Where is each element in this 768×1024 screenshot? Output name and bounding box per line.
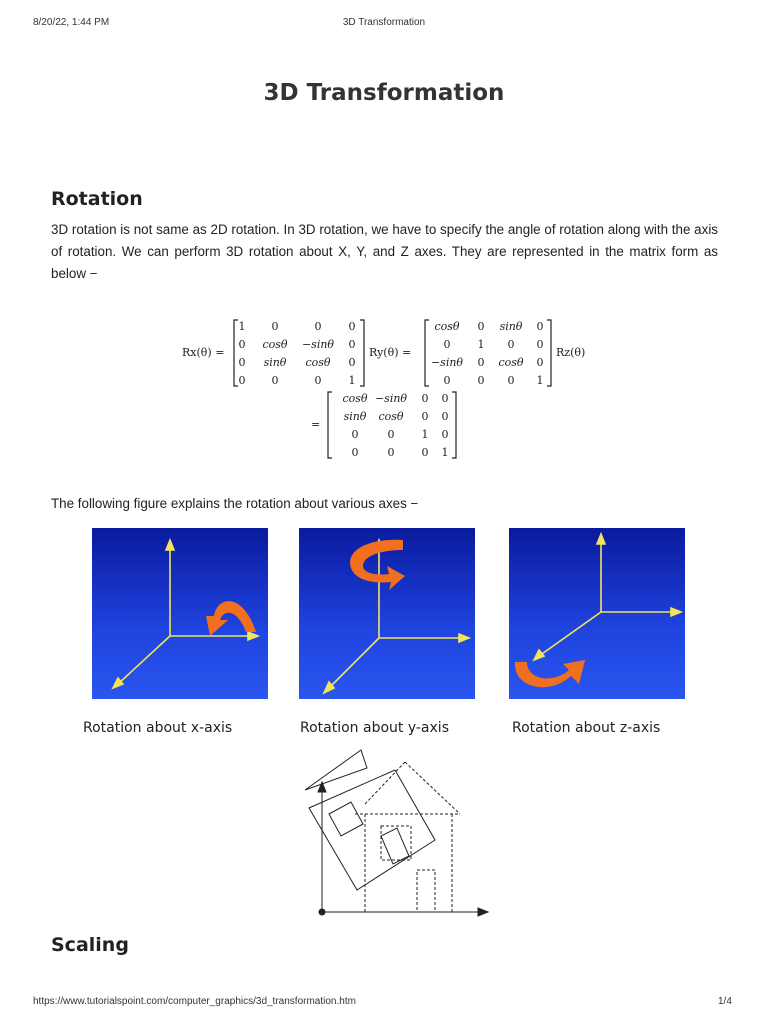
- rz-label: Rz(θ): [556, 346, 586, 359]
- ry-matrix-cell: 1: [536, 374, 544, 387]
- ry-matrix-cell: 0: [536, 356, 544, 369]
- rz-matrix-cell: 0: [441, 392, 449, 405]
- footer-url[interactable]: https://www.tutorialspoint.com/computer_graphics/3d_transformation.htm: [33, 996, 356, 1007]
- rx-matrix-cell: 0: [238, 338, 246, 351]
- ry-matrix-cell: 0: [507, 338, 515, 351]
- rotation-arrow-icon: [206, 601, 256, 636]
- ry-matrix-cell: sinθ: [499, 320, 523, 333]
- ry-matrix-cell: 0: [477, 320, 485, 333]
- rx-matrix-cell: 0: [348, 356, 356, 369]
- ry-matrix-cell: cosθ: [434, 320, 460, 333]
- ry-matrix-cell: −sinθ: [430, 356, 464, 369]
- print-doc-title: 3D Transformation: [342, 17, 426, 28]
- rz-matrix-cell: 1: [441, 446, 449, 459]
- rx-matrix-cell: 0: [314, 374, 322, 387]
- ry-matrix-cell: 0: [536, 338, 544, 351]
- rx-matrix-cell: 0: [314, 320, 322, 333]
- rx-matrix-cell: 0: [348, 320, 356, 333]
- equals-sign: =: [311, 418, 321, 431]
- caption-x-axis: Rotation about x-axis: [83, 720, 233, 736]
- rz-matrix-cell: 0: [387, 428, 395, 441]
- rz-matrix-cell: 0: [441, 410, 449, 423]
- rz-matrix-cell: 0: [421, 410, 429, 423]
- ry-matrix-cell: 1: [477, 338, 485, 351]
- page-title: 3D Transformation: [263, 80, 505, 106]
- rotation-heading: Rotation: [51, 188, 143, 210]
- caption-z-axis: Rotation about z-axis: [512, 720, 661, 736]
- rz-matrix-cell: cosθ: [378, 410, 404, 423]
- rotation-z-panel: [509, 528, 685, 699]
- rz-matrix-cell: cosθ: [342, 392, 368, 405]
- rx-matrix-cell: 0: [348, 338, 356, 351]
- figure-intro-paragraph: The following figure explains the rotation about various axes −: [51, 496, 419, 511]
- rz-matrix-cell: 1: [421, 428, 429, 441]
- rz-matrix-cell: 0: [351, 446, 359, 459]
- footer-page-number: 1/4: [718, 996, 732, 1007]
- rx-matrix-cell: 0: [238, 374, 246, 387]
- rx-matrix-cell: 0: [271, 320, 279, 333]
- rx-matrix-cell: cosθ: [262, 338, 288, 351]
- rx-matrix-cell: 0: [271, 374, 279, 387]
- rx-matrix-cell: cosθ: [305, 356, 331, 369]
- rx-matrix-cell: 0: [238, 356, 246, 369]
- rz-matrix-cell: 0: [387, 446, 395, 459]
- ry-matrix-cell: 0: [443, 374, 451, 387]
- rotation-arrow-icon: [515, 660, 585, 687]
- rx-matrix-cell: 1: [238, 320, 246, 333]
- ry-label: Ry(θ) =: [369, 346, 412, 359]
- rotation-arrow-icon: [350, 540, 405, 590]
- rz-matrix-cell: 0: [421, 392, 429, 405]
- scaling-heading: Scaling: [51, 934, 129, 956]
- rotation-x-panel: [92, 528, 268, 699]
- house-rotation-figure: [285, 746, 495, 918]
- ry-matrix-cell: 0: [507, 374, 515, 387]
- rz-matrix-cell: −sinθ: [374, 392, 408, 405]
- rz-matrix-cell: 0: [421, 446, 429, 459]
- caption-y-axis: Rotation about y-axis: [300, 720, 449, 736]
- ry-matrix-cell: 0: [536, 320, 544, 333]
- rx-matrix-cell: sinθ: [263, 356, 287, 369]
- rotation-y-panel: [299, 528, 475, 699]
- rotation-paragraph: 3D rotation is not same as 2D rotation. In 3D rotation, we have to specify the angle of rotation along with the axis of rotation. We can perform 3D rotation about X, Y, and Z axes. They are represented in the matrix form as below −: [51, 222, 718, 281]
- rx-matrix-cell: 1: [348, 374, 356, 387]
- rz-matrix-cell: 0: [441, 428, 449, 441]
- rx-matrix-cell: −sinθ: [301, 338, 335, 351]
- ry-matrix-cell: 0: [477, 356, 485, 369]
- ry-matrix-cell: 0: [443, 338, 451, 351]
- rx-label: Rx(θ) =: [182, 346, 225, 359]
- rz-matrix-cell: 0: [351, 428, 359, 441]
- ry-matrix-cell: cosθ: [498, 356, 524, 369]
- print-datetime: 8/20/22, 1:44 PM: [33, 17, 110, 28]
- ry-matrix-cell: 0: [477, 374, 485, 387]
- rz-matrix-cell: sinθ: [343, 410, 367, 423]
